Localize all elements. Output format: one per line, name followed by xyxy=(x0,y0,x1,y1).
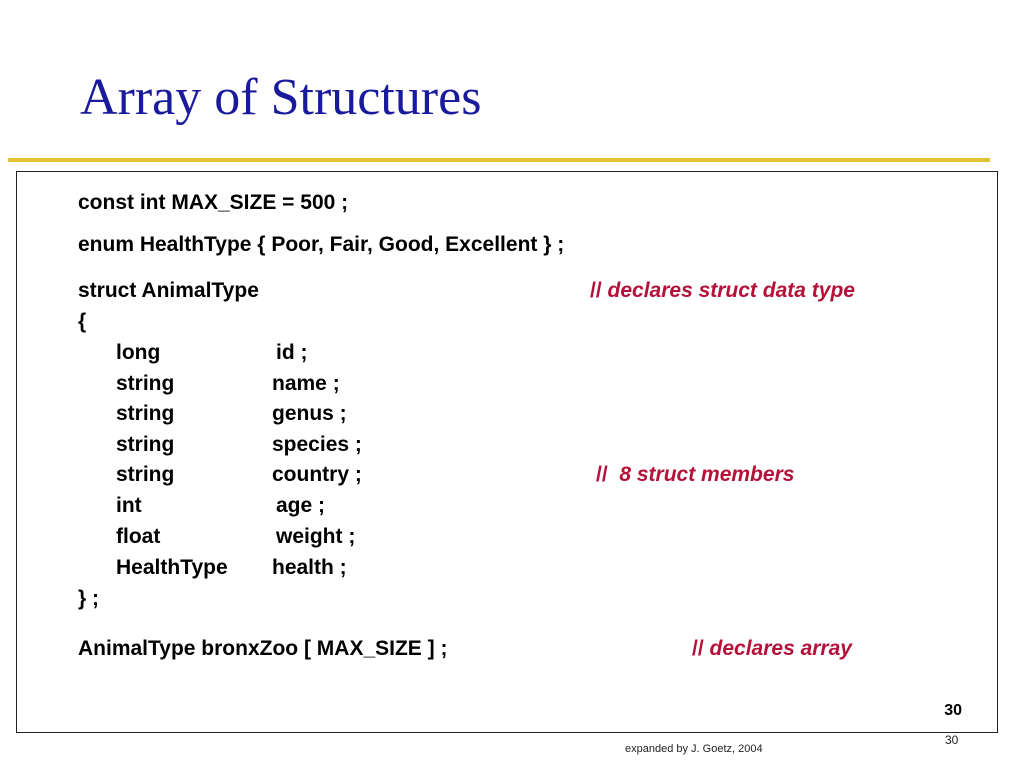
comment-members-text: 8 struct members xyxy=(619,463,795,486)
member-type: string xyxy=(116,433,175,456)
comment-struct-slash: // xyxy=(590,279,602,302)
member-type: string xyxy=(116,372,175,395)
comment-struct-text: declares struct data type xyxy=(607,279,855,302)
member-name: age ; xyxy=(276,494,326,517)
member-name: genus ; xyxy=(272,402,347,425)
member-name: species ; xyxy=(272,433,362,456)
code-line-struct: struct AnimalType xyxy=(78,279,259,302)
member-name: weight ; xyxy=(276,525,356,548)
code-line-const: const int MAX_SIZE = 500 ; xyxy=(78,191,349,214)
member-type: int xyxy=(116,494,142,517)
member-type: float xyxy=(116,525,161,548)
comment-members-slash: // xyxy=(596,463,608,486)
comment-array-slash: // xyxy=(692,637,704,660)
code-line-enum: enum HealthType { Poor, Fair, Good, Excellent } ; xyxy=(78,233,565,256)
comment-array xyxy=(692,638,852,659)
title-underline xyxy=(8,158,990,162)
comment-array-text: declares array xyxy=(709,637,852,660)
code-close-brace: } ; xyxy=(78,587,99,610)
code-open-brace: { xyxy=(78,310,87,333)
comment-members xyxy=(596,464,794,485)
footer-credit: expanded by J. Goetz, 2004 xyxy=(625,743,763,755)
comment-struct xyxy=(590,280,855,301)
slide-title: Array of Structures xyxy=(80,69,482,126)
member-name: health ; xyxy=(272,556,347,579)
member-type: long xyxy=(116,341,161,364)
page-number-inner: 30 xyxy=(944,702,962,719)
member-name: id ; xyxy=(276,341,308,364)
member-name: name ; xyxy=(272,372,340,395)
member-type: HealthType xyxy=(116,556,228,579)
member-type: string xyxy=(116,463,175,486)
member-name: country ; xyxy=(272,463,362,486)
code-line-array: AnimalType bronxZoo [ MAX_SIZE ] ; xyxy=(78,637,448,660)
page-number: 30 xyxy=(945,733,959,747)
member-type: string xyxy=(116,402,175,425)
